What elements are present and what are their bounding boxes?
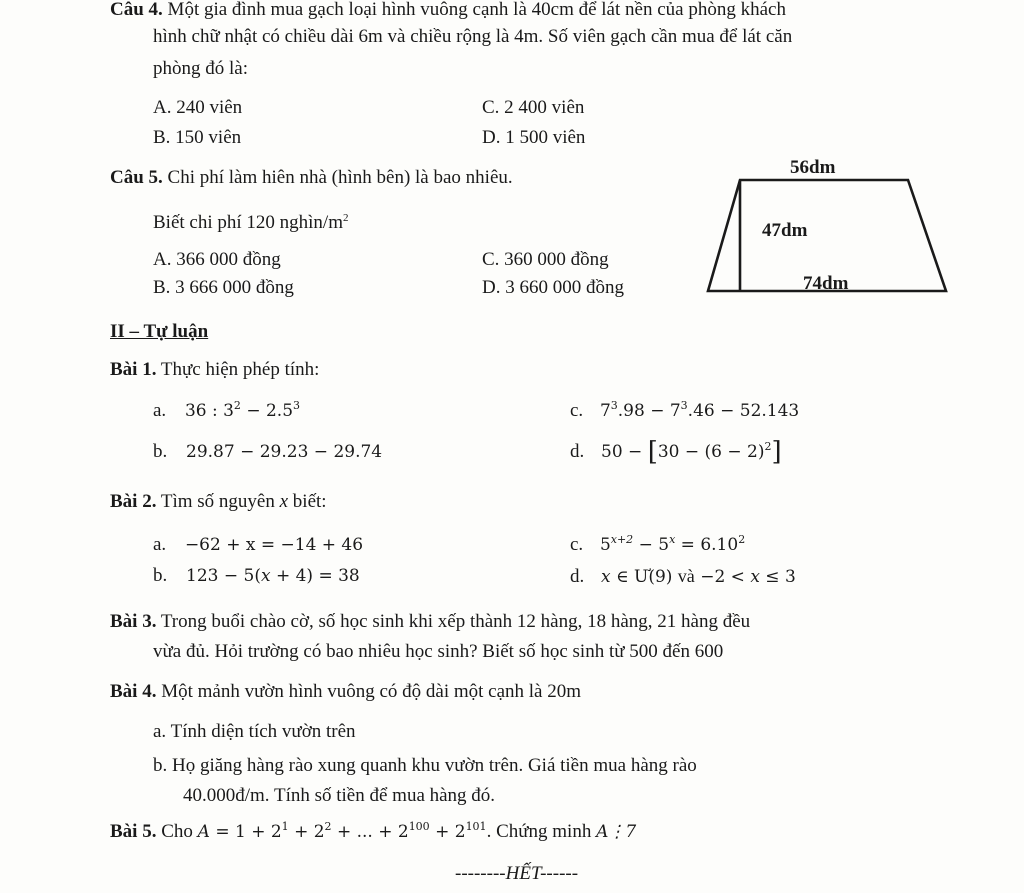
bai3-line-1 <box>110 610 750 634</box>
trapezoid-figure <box>700 157 950 300</box>
bai4-text: Một mảnh vườn hình vuông có độ dài một cạnh là 20m <box>156 681 582 702</box>
bai2-a-expr: −62 + x = −14 + 46 <box>184 535 364 555</box>
bai4-b-2: 40.000đ/m. Tính số tiền để mua hàng đó. <box>183 785 496 806</box>
bai5-text-post: . Chứng minh <box>486 821 597 842</box>
bai4-heading <box>110 680 581 704</box>
bai5-label: Bài 5. <box>110 821 157 842</box>
bai2-c-expr: $5^{x+2} - 5^x = 6.10^2$ <box>599 533 746 555</box>
figure-height-label: 47dm <box>762 220 808 241</box>
bai1-a-expr: 36 : $3^2 - 2.5^3$ <box>184 399 301 421</box>
bai1-c-expr: $7^3.98 - 7^3.46 - 52.143$ <box>599 399 800 421</box>
bai2-b <box>153 564 360 588</box>
bai2-a-label: a. <box>153 534 167 555</box>
q5-cost: Biết chi phí 120 nghìn/m <box>153 212 343 233</box>
q4-option-a: A. 240 viên <box>153 97 243 118</box>
bai3-text-1: Trong buổi chào cờ, số học sinh khi xếp thành 12 hàng, 18 hàng, 21 hàng đều <box>156 611 751 632</box>
q4-text-3: phòng đó là: <box>153 58 248 79</box>
section-title: II – Tự luận <box>110 321 209 342</box>
bai2-c-label: c. <box>570 534 584 555</box>
bai1-b-expr: 29.87 − 29.23 − 29.74 <box>186 442 383 462</box>
q5-option-d: D. 3 660 000 đồng <box>482 277 624 298</box>
bai1-d-expr: $50 - [30 - (6 - 2)^2]$ <box>601 437 782 467</box>
bai5-expr: $A = 1 + 2^1 + 2^2$ + ... + $2^{100} + 2^{101}$ <box>197 820 487 842</box>
bai2-text-pre: Tìm số nguyên <box>156 491 280 512</box>
bai1-d-label: d. <box>570 441 585 462</box>
q4-text-1: Một gia đình mua gạch loại hình vuông cạnh là 40cm để lát nền của phòng khách <box>162 0 786 20</box>
bai3-text-2: vừa đủ. Hỏi trường có bao nhiêu học sinh? Biết số học sinh từ 500 đến 600 <box>153 641 724 662</box>
bai2-b-expr: 123 − 5(x + 4) = 38 <box>186 566 360 586</box>
bai1-text: Thực hiện phép tính: <box>156 359 320 380</box>
bai3-label: Bài 3. <box>110 611 157 632</box>
bai2-text-post: biết: <box>288 491 327 512</box>
bai1-a <box>153 399 300 423</box>
q4-option-c: C. 2 400 viên <box>482 97 585 118</box>
q4-line-1 <box>110 0 786 22</box>
bai4-label: Bài 4. <box>110 681 157 702</box>
q4-option-b: B. 150 viên <box>153 127 242 148</box>
q5-cost-exp: 2 <box>343 212 349 224</box>
q5-text-1: Chi phí làm hiên nhà (hình bên) là bao nhiêu. <box>162 167 513 188</box>
bai1-b-label: b. <box>153 441 168 462</box>
bai2-d-label: d. <box>570 566 585 587</box>
footer-end: --------HẾT------ <box>455 863 579 884</box>
figure-top-label: 56dm <box>790 157 836 178</box>
bai2-d-expr: x ∈ Ư(9) và −2 < x ≤ 3 <box>601 566 796 587</box>
bai1-heading <box>110 358 319 382</box>
bai2-b-label: b. <box>153 565 168 586</box>
q5-option-a: A. 366 000 đồng <box>153 249 281 270</box>
q5-line-1 <box>110 166 513 190</box>
bai5-text-pre: Cho <box>156 821 198 842</box>
bai1-a-label: a. <box>153 400 167 421</box>
bai1-d <box>570 437 782 467</box>
bai2-var: x <box>279 491 289 512</box>
bai2-a <box>153 533 363 557</box>
q4-text-2: hình chữ nhật có chiều dài 6m và chiều rộng là 4m. Số viên gạch cần mua để lát căn <box>153 26 793 47</box>
bai2-d-va: và <box>677 566 695 586</box>
bai2-label: Bài 2. <box>110 491 157 512</box>
q5-option-c: C. 360 000 đồng <box>482 249 609 270</box>
q4-label: Câu 4. <box>110 0 163 20</box>
q5-text-2 <box>153 211 349 235</box>
bai5-proof-target: A⋮7 <box>596 822 637 842</box>
bai1-b <box>153 440 382 464</box>
figure-bottom-label: 74dm <box>803 273 849 294</box>
q4-option-d: D. 1 500 viên <box>482 127 586 148</box>
bai2-d <box>570 564 796 589</box>
bai4-b-1: b. Họ giăng hàng rào xung quanh khu vườn trên. Giá tiền mua hàng rào <box>153 755 697 776</box>
q5-option-b: B. 3 666 000 đồng <box>153 277 294 298</box>
q5-label: Câu 5. <box>110 167 163 188</box>
bai1-c-label: c. <box>570 400 584 421</box>
bai2-c <box>570 533 745 557</box>
bai5 <box>110 820 636 844</box>
bai2-heading <box>110 490 327 514</box>
bai1-c <box>570 399 799 423</box>
bai1-label: Bài 1. <box>110 359 157 380</box>
bai4-a: a. Tính diện tích vườn trên <box>153 721 356 742</box>
